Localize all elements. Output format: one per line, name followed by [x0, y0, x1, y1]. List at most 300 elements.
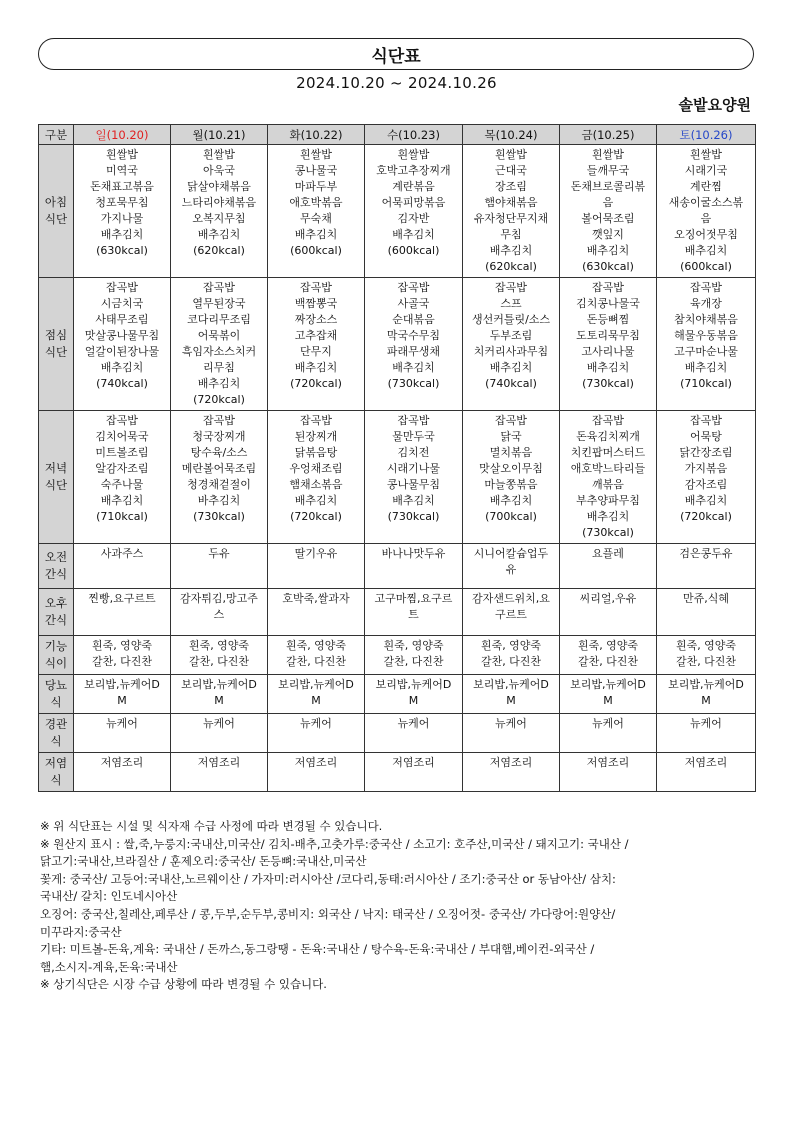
menu-item: 청국장찌개 — [192, 430, 246, 443]
menu-item: 배추김치 — [489, 244, 533, 257]
menu-item: 저염조리 — [684, 756, 728, 769]
note-line: ※ 상기식단은 시장 수급 상황에 따라 변경될 수 있습니다. — [40, 977, 327, 992]
menu-item: 두부조림 — [489, 329, 533, 342]
menu-item: (740kcal) — [485, 377, 537, 390]
menu-item: 스 — [213, 608, 225, 621]
menu-cell — [171, 589, 268, 636]
menu-item: 된장찌개 — [294, 430, 338, 443]
menu-item: 배추김치 — [489, 361, 533, 374]
menu-cell — [560, 589, 657, 636]
menu-cell — [171, 675, 268, 714]
menu-item: 돈육김치찌개 — [576, 430, 640, 443]
menu-item: 치커리사과무침 — [473, 345, 549, 358]
note-line: 기타: 미트볼-돈육,계육: 국내산 / 돈까스,동그랑땡 - 돈육:국내산 / 탕수육-돈육:국내산 / 부대햄,베이컨-외국산 / — [40, 942, 595, 957]
menu-item: 메란볼어묵조림 — [181, 462, 257, 475]
menu-item: 뉴케어 — [690, 717, 722, 730]
menu-item: 배추김치 — [294, 361, 338, 374]
menu-item: 음 — [700, 212, 712, 225]
menu-cell — [365, 675, 463, 714]
menu-item: 새송이굴소스볶 — [668, 196, 744, 209]
menu-item: 우엉채조림 — [289, 462, 343, 475]
menu-item: 가지나물 — [100, 212, 144, 225]
menu-item: 오복지무침 — [192, 212, 246, 225]
menu-cell — [365, 411, 463, 544]
table-row-afternoon-snack — [39, 589, 756, 636]
menu-item: 갈찬, 다진찬 — [480, 655, 542, 668]
menu-item: 배추김치 — [684, 361, 728, 374]
row-label-line: 식 — [50, 734, 62, 748]
menu-item: 흰쌀밥 — [106, 148, 138, 161]
menu-item: 육개장 — [690, 297, 722, 310]
menu-item: 저염조리 — [489, 756, 533, 769]
menu-item: 볼어묵조림 — [581, 212, 635, 225]
menu-item: M — [408, 694, 419, 707]
page-title: 식단표 — [371, 46, 421, 67]
menu-item: 참치야채볶음 — [674, 313, 738, 326]
menu-cell — [560, 411, 657, 544]
row-label-line: 식단 — [44, 212, 68, 226]
menu-item: 감자튀김,망고주 — [180, 592, 258, 605]
menu-item: 검은콩두유 — [679, 547, 733, 560]
menu-cell — [463, 714, 560, 753]
note-line: 꽃게: 중국산/ 고등어:국내산,노르웨이산 / 가자미:러시아산 /코다리,동태:러시아산 / 조기:중국산 or 동남아산/ 삼치: — [40, 871, 616, 886]
menu-item: (600kcal) — [387, 244, 440, 257]
menu-cell — [171, 544, 268, 589]
menu-item: 뉴케어 — [592, 717, 624, 730]
menu-cell — [463, 544, 560, 589]
menu-item: 잡곡밥 — [106, 414, 138, 427]
menu-item: 느타리야채볶음 — [181, 196, 257, 209]
menu-item: 시금치국 — [100, 297, 144, 310]
row-label-line: 식 — [50, 695, 62, 709]
menu-cell — [463, 753, 560, 792]
menu-item: 흰쌀밥 — [690, 148, 722, 161]
row-label-line: 식단 — [44, 478, 68, 492]
row-label-line: 식단 — [44, 345, 68, 359]
day-header-thu: 목(10.24) — [463, 125, 560, 145]
menu-item: 해물우동볶음 — [674, 329, 738, 342]
table-row-dinner — [39, 411, 756, 544]
menu-item: 만쥬,식혜 — [682, 592, 729, 605]
menu-cell — [171, 753, 268, 792]
menu-item: (710kcal) — [96, 510, 148, 523]
menu-cell — [463, 589, 560, 636]
menu-item: 닭살야채볶음 — [187, 180, 251, 193]
menu-item: 바나나맛두유 — [381, 547, 446, 560]
menu-item: 아욱국 — [203, 164, 235, 177]
menu-item: 배추김치 — [586, 510, 630, 523]
menu-item: 시래기국 — [684, 164, 728, 177]
menu-item: 흰죽, 영양죽 — [188, 639, 250, 652]
menu-cell — [74, 145, 171, 278]
note-line: 닭고기:국내산,브라질산 / 훈제오리:중국산/ 돈등뼈:국내산,미국산 — [40, 854, 367, 869]
menu-item: 구르트 — [495, 608, 527, 621]
menu-cell — [463, 411, 560, 544]
menu-item: 김치전 — [397, 446, 430, 459]
menu-item: (700kcal) — [485, 510, 537, 523]
menu-item: (730kcal) — [582, 526, 634, 539]
menu-item: 보리밥,뉴케어D — [375, 678, 452, 691]
menu-item: 미트볼조림 — [95, 446, 149, 459]
menu-item: 생선커틀릿/소스 — [471, 313, 551, 326]
menu-item: 청포묵무침 — [95, 196, 149, 209]
menu-cell — [560, 753, 657, 792]
menu-item: 흰쌀밥 — [592, 148, 624, 161]
menu-item: 열무된장국 — [192, 297, 246, 310]
menu-item: 배추김치 — [294, 494, 338, 507]
menu-item: 저염조리 — [586, 756, 630, 769]
menu-item: (720kcal) — [290, 510, 342, 523]
menu-cell — [171, 145, 268, 278]
menu-cell — [74, 753, 171, 792]
menu-cell — [268, 411, 365, 544]
menu-item: 사골국 — [397, 297, 430, 310]
menu-item: 고사리나물 — [581, 345, 635, 358]
menu-item: 감자샌드위치,요 — [472, 592, 550, 605]
menu-cell — [463, 145, 560, 278]
menu-item: 얼갈이된장나물 — [84, 345, 160, 358]
menu-item: 잡곡밥 — [690, 281, 722, 294]
menu-item: M — [214, 694, 224, 707]
note-line: ※ 원산지 표시 : 쌀,죽,누룽지:국내산,미국산/ 김치-배추,고춧가루:중국산 / 소고기: 호주산,미국산 / 돼지고기: 국내산 / — [40, 836, 629, 851]
table-row-low-salt-diet — [39, 753, 756, 792]
menu-cell — [74, 636, 171, 675]
menu-item: 들깨무국 — [586, 164, 630, 177]
menu-item: 파래무생채 — [386, 345, 441, 358]
menu-item: 단무지 — [300, 345, 332, 358]
facility-name: 솔밭요양원 — [678, 96, 751, 114]
menu-item: 콩나물무침 — [386, 478, 441, 491]
menu-item: 배추김치 — [392, 494, 435, 507]
table-header-row — [39, 125, 756, 145]
menu-cell — [560, 278, 657, 411]
menu-item: 요플레 — [592, 547, 624, 560]
table-row-lunch — [39, 278, 756, 411]
menu-item: 잡곡밥 — [397, 281, 430, 294]
day-header-sat: 토(10.26) — [657, 125, 756, 145]
row-label-low-salt-diet — [39, 753, 74, 792]
menu-item: (720kcal) — [290, 377, 342, 390]
menu-cell — [74, 675, 171, 714]
menu-cell — [560, 145, 657, 278]
menu-item: 갈찬, 다진찬 — [91, 655, 153, 668]
menu-cell — [560, 544, 657, 589]
menu-item: 고추잡채 — [294, 329, 338, 342]
menu-item: 갈찬, 다진찬 — [188, 655, 250, 668]
corner-header: 구분 — [39, 125, 74, 145]
menu-item: 흰쌀밥 — [495, 148, 527, 161]
menu-item: (730kcal) — [387, 510, 440, 523]
note-line: 오징어: 중국산,칠레산,페루산 / 콩,두부,순두부,콩비지: 외국산 / 낙지: 태국산 / 오징어젓- 중국산/ 가다랑어:원양산/ — [40, 906, 616, 921]
menu-item: 흑임자소스치커 — [181, 345, 257, 358]
day-header-mon: 월(10.21) — [171, 125, 268, 145]
menu-cell — [657, 714, 756, 753]
table-row-functional-diet — [39, 636, 756, 675]
menu-item: 잡곡밥 — [495, 281, 527, 294]
menu-item: 맛살콩나물무침 — [84, 329, 160, 342]
menu-cell — [657, 145, 756, 278]
menu-item: 감자조림 — [684, 478, 728, 491]
menu-cell — [171, 278, 268, 411]
menu-item: (720kcal) — [680, 510, 732, 523]
menu-item: 가지볶음 — [684, 462, 728, 475]
menu-item: 사과주스 — [100, 547, 144, 560]
table-row-morning-snack — [39, 544, 756, 589]
menu-cell — [74, 411, 171, 544]
menu-item: 흰죽, 영양죽 — [577, 639, 639, 652]
menu-item: 뉴케어 — [495, 717, 527, 730]
menu-cell — [268, 278, 365, 411]
menu-item: 뉴케어 — [397, 717, 430, 730]
menu-item: 깻잎지 — [592, 228, 624, 241]
menu-cell — [74, 589, 171, 636]
menu-item: 탕수육/소스 — [190, 446, 248, 459]
menu-cell — [74, 278, 171, 411]
menu-item: (730kcal) — [387, 377, 440, 390]
row-label-morning-snack — [39, 544, 74, 589]
meal-table — [38, 124, 756, 792]
menu-cell — [268, 589, 365, 636]
menu-item: 근대국 — [495, 164, 527, 177]
menu-item: 두유 — [208, 547, 230, 560]
menu-item: 닭간장조림 — [679, 446, 733, 459]
menu-item: 잡곡밥 — [106, 281, 138, 294]
menu-item: (620kcal) — [485, 260, 537, 273]
menu-item: M — [117, 694, 127, 707]
menu-item: 갈찬, 다진찬 — [577, 655, 639, 668]
menu-item: 호박죽,쌀과자 — [282, 592, 350, 605]
menu-cell — [171, 714, 268, 753]
menu-cell — [365, 714, 463, 753]
menu-item: 알감자조림 — [95, 462, 149, 475]
menu-item: 찐빵,요구르트 — [88, 592, 156, 605]
menu-item: 어묵피망볶음 — [381, 196, 446, 209]
menu-cell — [74, 714, 171, 753]
menu-cell — [268, 753, 365, 792]
menu-item: 흰죽, 영양죽 — [285, 639, 347, 652]
day-header-tue: 화(10.22) — [268, 125, 365, 145]
menu-item: 햄채소볶음 — [289, 478, 343, 491]
menu-item: 잡곡밥 — [397, 414, 430, 427]
menu-item: 흰쌀밥 — [203, 148, 235, 161]
menu-cell — [463, 278, 560, 411]
notes-section — [40, 818, 760, 994]
menu-item: 잡곡밥 — [203, 414, 235, 427]
menu-item: 백짬뽕국 — [294, 297, 338, 310]
menu-item: 도토리묵무침 — [576, 329, 640, 342]
menu-item: 부추양파무침 — [576, 494, 640, 507]
menu-item: 무침 — [500, 228, 522, 241]
menu-cell — [268, 675, 365, 714]
menu-item: (600kcal) — [290, 244, 342, 257]
menu-item: 계란찜 — [690, 180, 722, 193]
menu-item: 김자반 — [397, 212, 430, 225]
menu-item: (630kcal) — [582, 260, 634, 273]
menu-item: 치킨팝머스터드 — [570, 446, 646, 459]
row-label-line: 점심 — [44, 328, 68, 342]
table-row-breakfast — [39, 145, 756, 278]
menu-item: (710kcal) — [680, 377, 732, 390]
menu-item: 씨리얼,우유 — [579, 592, 637, 605]
day-header-wed: 수(10.23) — [365, 125, 463, 145]
menu-item: (730kcal) — [582, 377, 634, 390]
menu-item: 보리밥,뉴케어D — [570, 678, 646, 691]
menu-item: 어묵볶이 — [197, 329, 241, 342]
menu-item: 순대볶음 — [392, 313, 435, 326]
menu-item: M — [603, 694, 613, 707]
menu-cell — [171, 636, 268, 675]
menu-cell — [365, 589, 463, 636]
row-label-line: 기능 — [44, 639, 68, 653]
menu-item: 잡곡밥 — [203, 281, 235, 294]
menu-item: 배추김치 — [586, 361, 630, 374]
row-label-line: 경관 — [44, 717, 68, 731]
menu-item: 흰쌀밥 — [397, 148, 430, 161]
menu-item: 유 — [505, 563, 517, 576]
note-line: 국내산/ 갈치: 인도네시아산 — [40, 889, 178, 904]
menu-item: 사태무조림 — [95, 313, 149, 326]
menu-cell — [657, 675, 756, 714]
menu-item: 닭볶음탕 — [294, 446, 338, 459]
menu-item: 돈채브로콜리볶 — [570, 180, 646, 193]
day-header-sun: 일(10.20) — [74, 125, 171, 145]
menu-item: 저염조리 — [100, 756, 144, 769]
menu-item: 딸기우유 — [294, 547, 338, 560]
menu-item: 고구마순나물 — [674, 345, 738, 358]
menu-item: 유자청단무지채 — [473, 212, 549, 225]
row-label-line: 아침 — [44, 195, 68, 209]
page-title-box — [38, 38, 754, 70]
menu-item: 배추김치 — [489, 494, 533, 507]
menu-item: 저염조리 — [197, 756, 241, 769]
row-label-line: 오후 — [44, 596, 68, 610]
menu-item: 햄야채볶음 — [484, 196, 538, 209]
menu-item: 호박고추장찌개 — [376, 164, 451, 177]
menu-item: 바추김치 — [197, 494, 241, 507]
menu-cell — [657, 278, 756, 411]
menu-item: 무숙채 — [300, 212, 332, 225]
menu-item: 짜장소스 — [294, 313, 338, 326]
menu-item: 애호박느타리들 — [570, 462, 646, 475]
menu-item: 배추김치 — [197, 228, 241, 241]
menu-item: 뉴케어 — [106, 717, 138, 730]
menu-cell — [268, 636, 365, 675]
menu-item: 돈등뼈찜 — [586, 313, 630, 326]
menu-item: 배추김치 — [586, 244, 630, 257]
menu-cell — [463, 636, 560, 675]
menu-cell — [560, 636, 657, 675]
menu-cell — [560, 675, 657, 714]
menu-item: 멸치볶음 — [489, 446, 533, 459]
menu-item: (720kcal) — [193, 393, 245, 406]
menu-item: 청경채겉절이 — [187, 478, 251, 491]
menu-item: 닭국 — [500, 430, 522, 443]
menu-cell — [365, 278, 463, 411]
row-label-line: 간식 — [44, 613, 68, 627]
menu-item: 배추김치 — [294, 228, 338, 241]
row-label-line: 오전 — [44, 550, 68, 564]
menu-item: 음 — [602, 196, 614, 209]
menu-item: 배추김치 — [392, 228, 435, 241]
menu-cell — [268, 544, 365, 589]
menu-item: 배추김치 — [197, 377, 241, 390]
menu-item: 시니어칼슘업두 — [473, 547, 549, 560]
menu-item: 배추김치 — [684, 494, 728, 507]
menu-cell — [268, 714, 365, 753]
menu-item: 흰죽, 영양죽 — [675, 639, 737, 652]
menu-item: M — [506, 694, 516, 707]
row-label-line: 식 — [50, 773, 62, 787]
menu-cell — [74, 544, 171, 589]
row-label-lunch — [39, 278, 74, 411]
menu-item: 배추김치 — [392, 361, 435, 374]
menu-item: 잡곡밥 — [690, 414, 722, 427]
menu-item: 흰죽, 영양죽 — [91, 639, 153, 652]
menu-item: 뉴케어 — [203, 717, 235, 730]
menu-item: 어묵탕 — [690, 430, 722, 443]
menu-item: (630kcal) — [96, 244, 148, 257]
menu-cell — [365, 145, 463, 278]
menu-item: 맛살오이무침 — [479, 462, 543, 475]
menu-item: 김치어묵국 — [95, 430, 149, 443]
menu-item: 콩나물국 — [294, 164, 338, 177]
menu-cell — [365, 544, 463, 589]
menu-item: 계란볶음 — [392, 180, 435, 193]
menu-item: 갈찬, 다진찬 — [285, 655, 347, 668]
menu-cell — [365, 636, 463, 675]
menu-cell — [657, 636, 756, 675]
row-label-line: 저염 — [44, 756, 68, 770]
note-line: 햄,소시지-계육,돈육:국내산 — [40, 959, 178, 974]
menu-item: 고구마찜,요구르 — [374, 592, 453, 605]
menu-cell — [365, 753, 463, 792]
menu-cell — [560, 714, 657, 753]
menu-item: 시래기나물 — [386, 462, 441, 475]
row-label-line: 저녁 — [44, 461, 68, 475]
menu-item: 보리밥,뉴케어D — [181, 678, 257, 691]
menu-item: 잡곡밥 — [300, 414, 332, 427]
table-row-tube-feeding — [39, 714, 756, 753]
menu-item: 김치콩나물국 — [576, 297, 640, 310]
menu-item: 막국수무침 — [386, 329, 441, 342]
menu-item: 애호박볶음 — [289, 196, 343, 209]
date-range: 2024.10.20 ~ 2024.10.26 — [296, 74, 497, 92]
row-label-line: 간식 — [44, 567, 68, 581]
menu-item: 리무침 — [203, 361, 235, 374]
menu-item: 보리밥,뉴케어D — [668, 678, 744, 691]
menu-item: 잡곡밥 — [592, 281, 624, 294]
menu-item: 미역국 — [106, 164, 138, 177]
menu-item: 저염조리 — [294, 756, 338, 769]
menu-item: 코다리무조림 — [187, 313, 251, 326]
menu-item: 보리밥,뉴케어D — [278, 678, 354, 691]
note-line: ※ 위 식단표는 시설 및 식자재 수급 사정에 따라 변경될 수 있습니다. — [40, 819, 383, 833]
menu-cell — [463, 675, 560, 714]
menu-item: 숙주나물 — [100, 478, 144, 491]
menu-item: 흰죽, 영양죽 — [480, 639, 542, 652]
row-label-afternoon-snack — [39, 589, 74, 636]
menu-cell — [657, 411, 756, 544]
menu-item: 흰죽, 영양죽 — [383, 639, 444, 652]
menu-item: 갈찬, 다진찬 — [383, 655, 444, 668]
menu-item: 깨볶음 — [592, 478, 624, 491]
menu-item: 배추김치 — [684, 244, 728, 257]
menu-cell — [171, 411, 268, 544]
menu-item: 물만두국 — [392, 430, 435, 443]
row-label-diabetic-diet — [39, 675, 74, 714]
menu-item: (730kcal) — [193, 510, 245, 523]
menu-item: 흰쌀밥 — [300, 148, 332, 161]
